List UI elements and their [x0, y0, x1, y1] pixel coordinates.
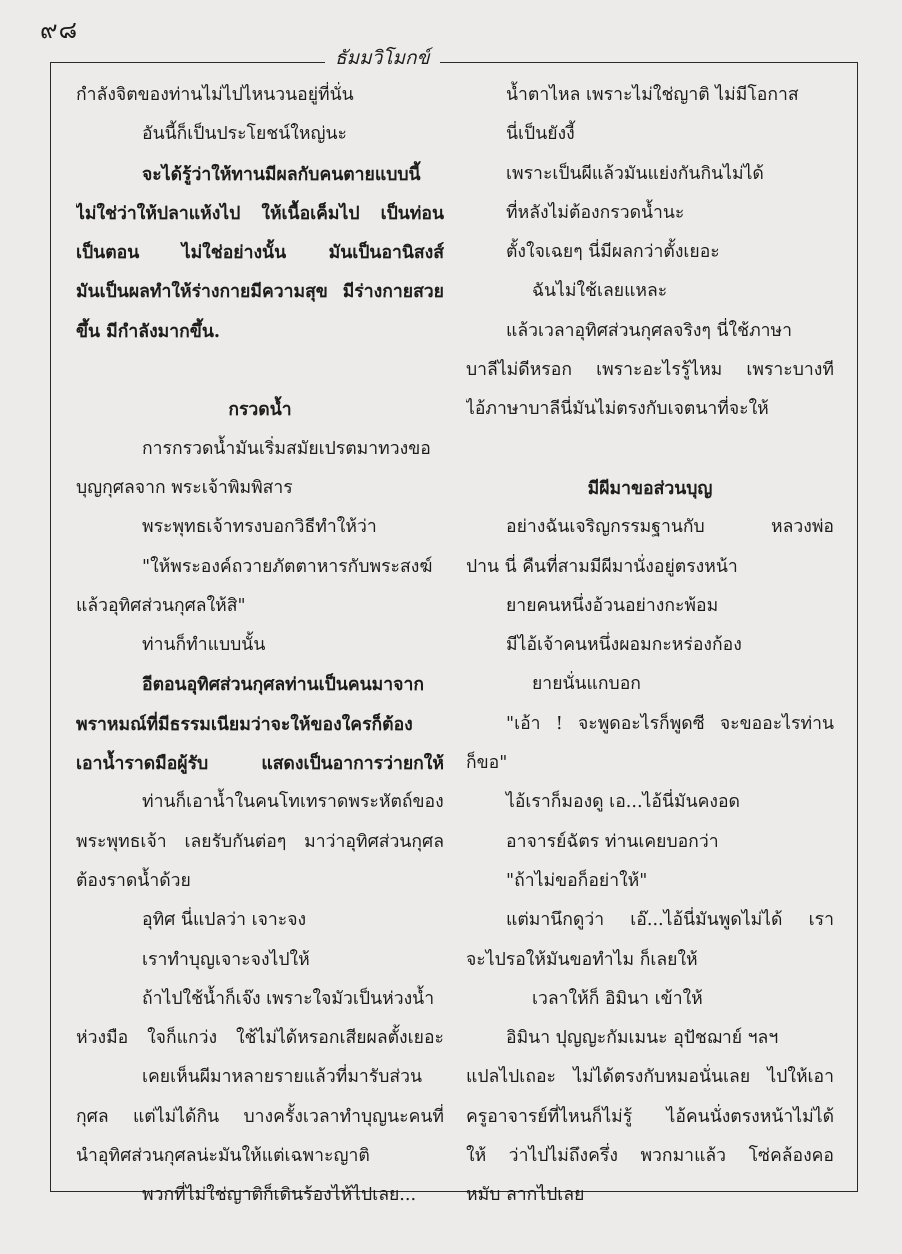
text-line: อุทิศ นี่แปลว่า เจาะจง	[142, 910, 307, 931]
text-line: ไอ้ภาษาบาลีนี่มันไม่ตรงกับเจตนาที่จะให้	[466, 399, 769, 420]
text-line: เป็นตอน ไม่ใช่อย่างนั้น มันเป็นอานิสงส์	[76, 242, 444, 264]
text-line: "ถ้าไม่ขอก็อย่าให้"	[506, 870, 648, 891]
text-line: ตั้งใจเฉยๆ นี่มีผลกว่าตั้งเยอะ	[506, 242, 720, 263]
text-line: นำอุทิศส่วนกุศลน่ะมันให้แต่เฉพาะญาติ	[76, 1146, 370, 1167]
text-line: ฉันไม่ใช้เลยแหละ	[532, 281, 668, 302]
right-column	[466, 76, 834, 1216]
text-line: พวกที่ไม่ใช่ญาติก็เดินร้องไห้ไปเลย...	[142, 1185, 417, 1206]
text-line: ให้ ว่าไปไม่ถึงครึ่ง พวกมาแล้ว โซ่คล้องคอ	[466, 1146, 834, 1167]
text-line: อย่างฉันเจริญกรรมฐานกับ หลวงพ่อ	[506, 517, 834, 538]
text-line: พระพุทธเจ้า เลยรับกันต่อๆ มาว่าอุทิศส่วนกุศล	[76, 831, 444, 852]
text-line: น้ำตาไหล เพราะไม่ใช่ญาติ ไม่มีโอกาส	[506, 85, 799, 105]
text-line: หมับ ลากไปเลย	[466, 1185, 585, 1206]
text-line: ถ้าไปใช้น้ำก็เจ๊ง เพราะใจมัวเป็นห่วงน้ำ	[142, 988, 435, 1009]
text-line: บุญกุศลจาก พระเจ้าพิมพิสาร	[76, 477, 293, 498]
text-line: กำลังจิตของท่านไม่ไปไหนวนอยู่ที่นั่น	[76, 85, 354, 105]
text-line: ไม่ใช่ว่าให้ปลาแห้งไป ให้เนื้อเค็มไป เป็นท่อน	[76, 202, 444, 224]
text-line: ที่หลังไม่ต้องกรวดน้ำนะ	[506, 202, 685, 223]
text-line: ยายนั่นแกบอก	[532, 674, 641, 695]
text-line: เราทำบุญเจาะจงไปให้	[142, 949, 310, 970]
text-line: บาลีไม่ดีหรอก เพราะอะไรรู้ไหม เพราะบางที	[466, 360, 834, 381]
text-line: จะได้รู้ว่าให้ทานมีผลกับคนตายแบบนี้	[142, 163, 421, 185]
section-heading: กรวดน้ำ	[228, 399, 292, 421]
text-line: ท่านก็เอาน้ำในคนโทเทราดพระหัตถ์ของ	[142, 792, 444, 813]
page-number: ๙๘	[40, 16, 79, 44]
text-line: อันนี้ก็เป็นประโยชน์ใหญ่นะ	[142, 124, 347, 145]
text-line: "ให้พระองค์ถวายภัตตาหารกับพระสงฆ์	[142, 556, 433, 577]
text-line: มีไอ้เจ้าคนหนึ่งผอมกะหร่องก้อง	[506, 635, 742, 656]
text-line: ไอ้เราก็มองดู เอ...ไอ้นี่มันคงอด	[506, 792, 740, 813]
text-line: ปาน นี่ คืนที่สามมีผีมานั่งอยู่ตรงหน้า	[466, 556, 738, 577]
text-line: อิมินา ปุญญะกัมเมนะ อุปัชฌาย์ ฯลฯ	[506, 1028, 779, 1049]
text-line: แต่มานึกดูว่า เอ๊...ไอ้นี่มันพูดไม่ได้ เรา	[506, 910, 834, 931]
text-line: จะไปรอให้มันขอทำไม ก็เลยให้	[466, 949, 698, 970]
text-line: ครูอาจารย์ที่ไหนก็ไม่รู้ ไอ้คนนั่งตรงหน้าไม่ได้	[466, 1106, 834, 1127]
text-line: ขึ้น มีกำลังมากขึ้น.	[76, 320, 220, 342]
text-line: "เอ้า ! จะพูดอะไรก็พูดซี จะขออะไรท่าน	[506, 713, 834, 734]
text-line: อาจารย์ฉัตร ท่านเคยบอกว่า	[506, 831, 719, 852]
text-line: อีตอนอุทิศส่วนกุศลท่านเป็นคนมาจาก	[142, 674, 424, 696]
text-line: มันเป็นผลทำให้ร่างกายมีความสุข มีร่างกายสวย	[76, 281, 444, 303]
text-line: กุศล แต่ไม่ได้กิน บางครั้งเวลาทำบุญนะคนที่	[76, 1106, 444, 1127]
left-column	[76, 76, 444, 1216]
text-line: นี่เป็นยังงี้	[506, 124, 575, 145]
text-line: ห่วงมือ ใจก็แกว่ง ใช้ไม่ได้หรอกเสียผลตั้งเยอะ	[76, 1028, 444, 1049]
text-line: เวลาให้ก็ อิมินา เข้าให้	[532, 988, 703, 1009]
text-line: แล้วเวลาอุทิศส่วนกุศลจริงๆ นี่ใช้ภาษา	[506, 320, 793, 341]
text-line: แปลไปเถอะ ไม่ได้ตรงกับหมอนั่นเลย ไปให้เอา	[466, 1067, 834, 1088]
text-line: พระพุทธเจ้าทรงบอกวิธีทำให้ว่า	[142, 517, 377, 538]
text-line: ต้องราดน้ำด้วย	[76, 870, 191, 891]
text-line: การกรวดน้ำมันเริ่มสมัยเปรตมาทวงขอ	[142, 438, 431, 459]
blank-line	[76, 351, 444, 390]
text-line: ท่านก็ทำแบบนั้น	[142, 635, 266, 656]
text-line: เพราะเป็นผีแล้วมันแย่งกันกินไม่ได้	[506, 163, 764, 184]
section-heading: มีผีมาขอส่วนบุญ	[587, 477, 713, 499]
text-line: ก็ขอ"	[466, 753, 508, 774]
running-header: ธัมมวิโมกข์	[325, 43, 440, 73]
text-line: เอาน้ำราดมือผู้รับ แสดงเป็นอาการว่ายกให้	[76, 753, 444, 775]
text-line: เคยเห็นผีมาหลายรายแล้วที่มารับส่วน	[142, 1067, 423, 1088]
text-line: แล้วอุทิศส่วนกุศลให้สิ"	[76, 595, 246, 616]
blank-line	[466, 430, 834, 469]
text-line: ยายคนหนึ่งอ้วนอย่างกะพ้อม	[506, 595, 719, 616]
text-line: พราหมณ์ที่มีธรรมเนียมว่าจะให้ของใครก็ต้อง	[76, 713, 413, 735]
